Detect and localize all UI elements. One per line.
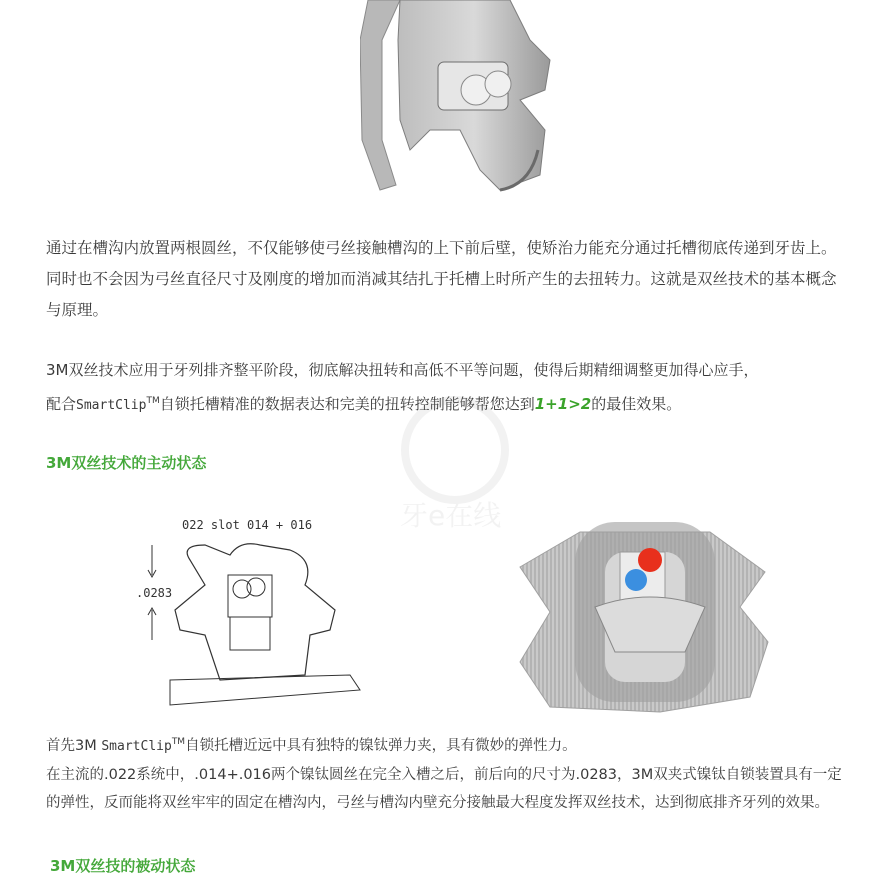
paragraph2-prefix: 配合	[46, 395, 77, 413]
paragraph3-prefix: 首先3M	[46, 737, 102, 754]
bracket-3d-active-render	[510, 512, 775, 717]
paragraph-double-wire-principle: 通过在槽沟内放置两根圆丝，不仅能够使弓丝接触槽沟的上下前后壁，使矫治力能充分通过托槽彻底传递到牙齿上。同时也不会因为弓丝直径尺寸及刚度的增加而消减其结扎于托槽上时所产生的去扭转力。这就是双丝技术的基本概念与原理。	[46, 239, 837, 319]
bracket-dimension-diagram	[130, 515, 370, 710]
paragraph3-body: 在主流的.022系统中，.014+.016两个镍钛圆丝在完全入槽之后，前后向的尺寸为.0283，3M双夹式镍钛自锁装置具有一定的弹性，反而能将双丝牢牢的固定在槽沟内，弓丝与槽沟内壁充分接触最大程度发挥双丝技术，达到彻底排齐牙列的效果。	[46, 766, 842, 811]
paragraph2-suffix: 的最佳效果。	[591, 395, 682, 413]
paragraph2-line1: 3M双丝技术应用于牙列排齐整平阶段，彻底解决扭转和高低不平等问题，使得后期精细调整更加得心应手，	[46, 361, 759, 379]
dimension-label: .0283	[136, 586, 173, 600]
slot-label: 022 slot 014 + 016	[182, 518, 313, 532]
paragraph-smartclip-mechanism	[46, 728, 846, 817]
trademark: TM	[146, 396, 160, 406]
heading-passive-state: 3M双丝技的被动状态	[50, 857, 196, 875]
trademark-2: TM	[171, 737, 186, 747]
paragraph2-middle: 自锁托槽精准的数据表达和完美的扭转控制能够帮您达到	[159, 395, 535, 413]
watermark-text: 牙e在线	[400, 499, 502, 532]
formula-highlight: 1+1>2	[534, 395, 592, 413]
wire-blue	[625, 569, 647, 591]
watermark-logo	[380, 390, 530, 540]
bracket-side-illustration	[360, 0, 560, 200]
heading-active-state: 3M双丝技术的主动状态	[46, 454, 207, 472]
brand-smartclip: SmartClip	[76, 398, 147, 413]
brand-smartclip-2: SmartClip	[101, 738, 172, 754]
paragraph3-rest: 自锁托槽近远中具有独特的镍钛弹力夹，具有微妙的弹性力。	[185, 737, 577, 754]
wire-red	[638, 548, 662, 572]
